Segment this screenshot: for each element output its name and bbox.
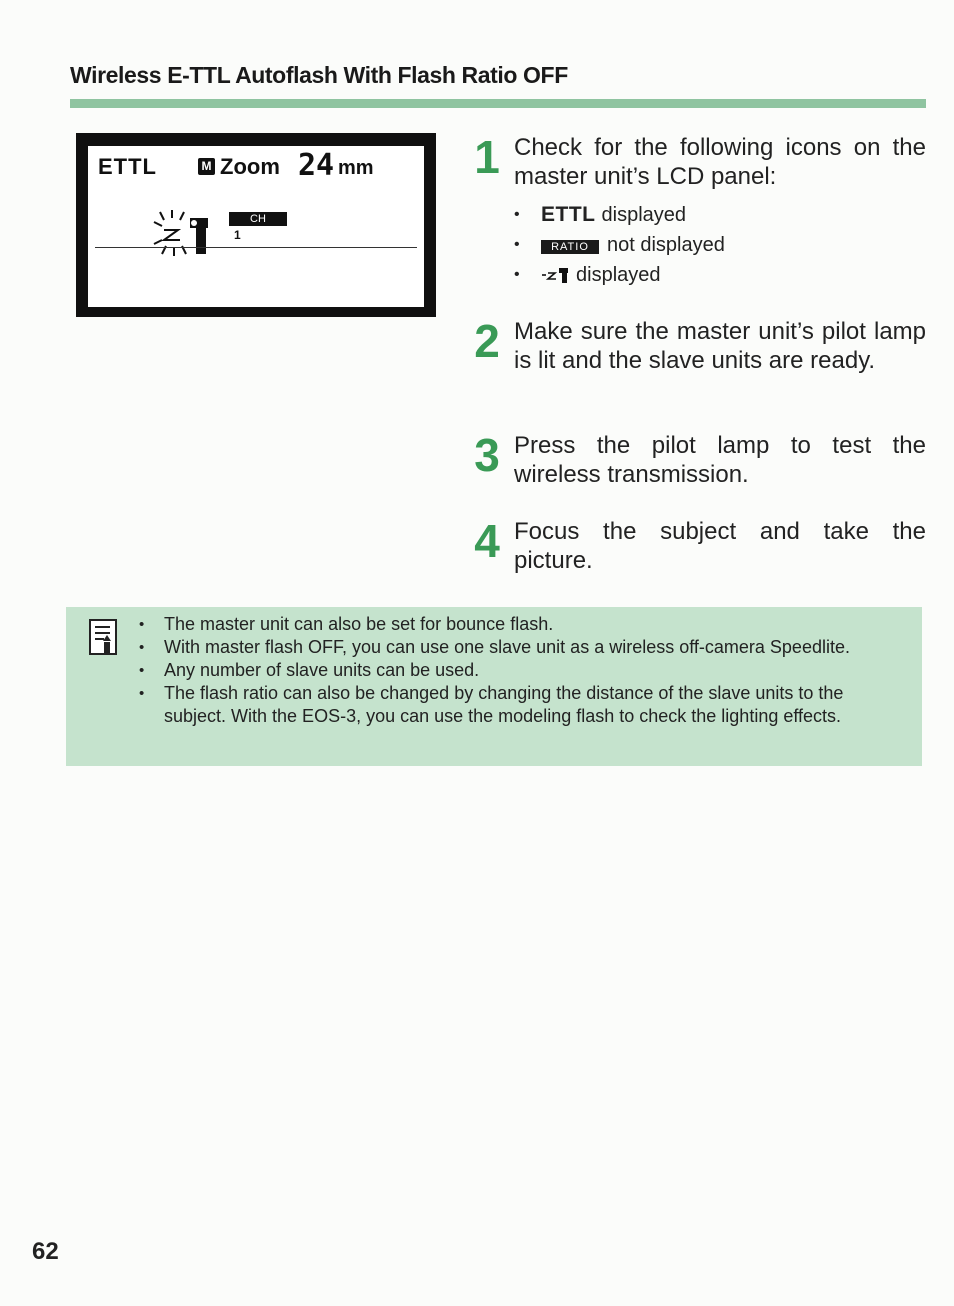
icon-checklist [514,200,914,290]
icon-status: not displayed [607,234,725,256]
lcd-manual-badge: M [198,158,215,175]
list-item [514,230,914,260]
wireless-icon [541,267,571,283]
icon-status: displayed [576,264,661,286]
list-item [514,200,914,230]
memo-note-icon [88,618,120,658]
note-list [138,613,902,728]
lcd-zoom-label: Zoom [220,154,280,179]
step-number: 3 [474,429,500,481]
icon-status: displayed [601,204,687,226]
page-title: Wireless E-TTL Autoflash With Flash Ratio OFF [70,62,568,88]
list-item: • The master unit can also be set for bounce flash. [138,613,902,636]
list-item: • With master flash OFF, you can use one slave unit as a wireless off-camera Speedlite. [138,636,902,659]
ettl-icon: ETTL [541,203,596,226]
step-number: 1 [474,131,500,183]
step-number: 2 [474,315,500,367]
lcd-channel-number: 1 [234,228,241,242]
wireless-flash-icon [150,208,228,258]
lcd-ettl-label: ETTL [98,154,157,179]
lcd-divider [95,247,417,248]
lcd-zoom-value: 24 [298,148,335,183]
step-text: Press the pilot lamp to test the wireless transmission. [514,432,926,488]
step-text: Make sure the master unit’s pilot lamp is lit and the slave units are ready. [514,318,926,374]
note-box [66,607,922,766]
page-number: 62 [32,1238,59,1265]
ratio-icon: RATIO [541,240,599,254]
list-item [514,260,914,290]
list-item: • The flash ratio can also be changed by changing the distance of the slave units to the subject. With the EOS-3, you can use the modeling flash to check the lighting effects. [138,682,902,728]
lcd-screen [88,146,424,307]
lcd-channel-badge: CH [229,212,287,226]
lcd-panel-illustration [76,133,436,317]
list-item: • Any number of slave units can be used. [138,659,902,682]
step-text: Focus the subject and take the picture. [514,518,926,574]
title-rule [70,99,926,108]
step-number: 4 [474,515,500,567]
step-text: Check for the following icons on the master unit’s LCD panel: [514,134,926,190]
lcd-zoom-unit: mm [338,157,374,179]
